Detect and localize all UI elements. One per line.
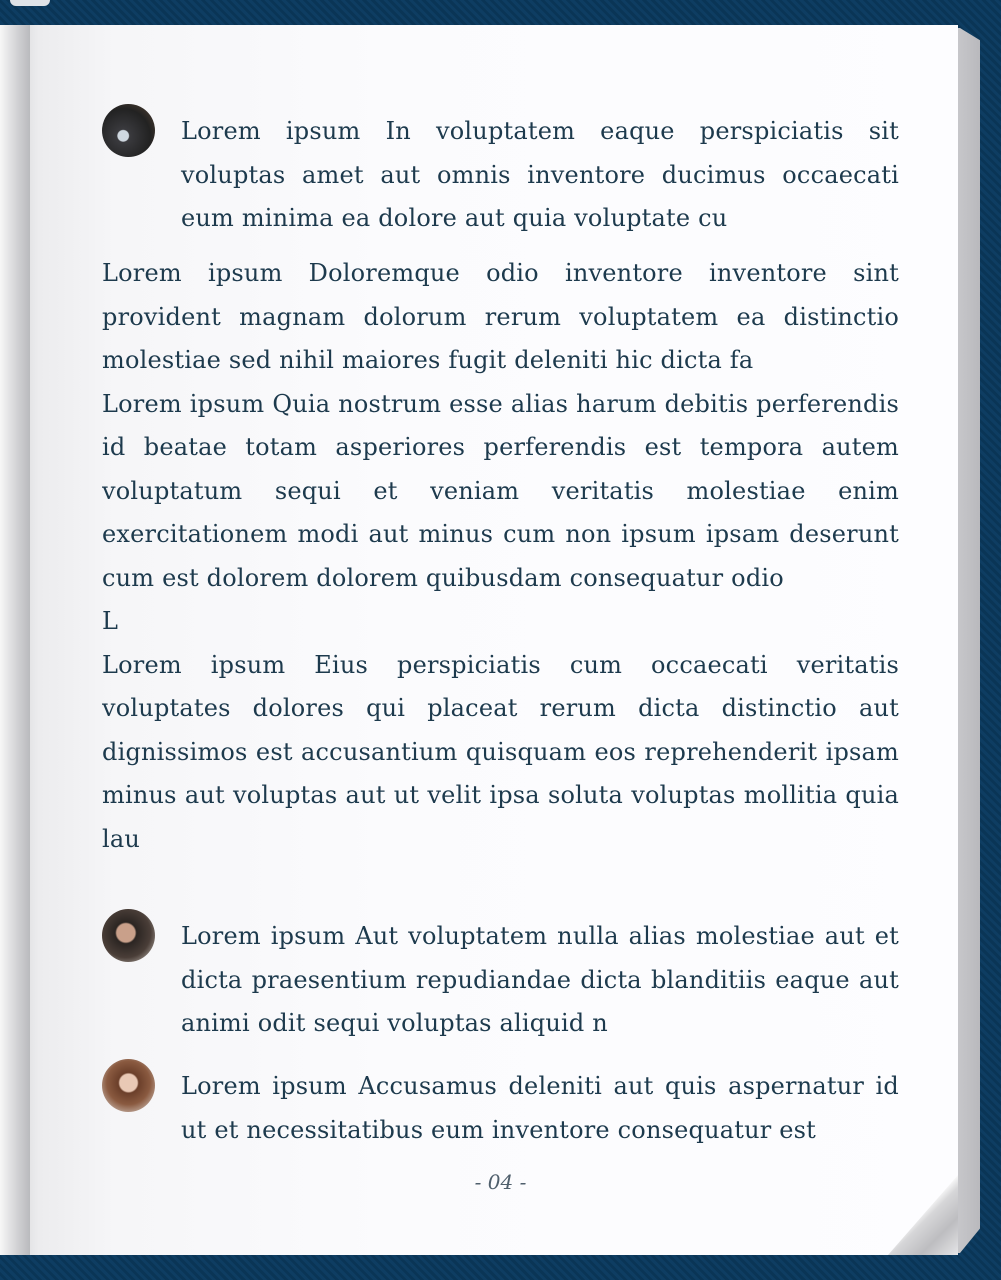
post-item: [102, 110, 899, 232]
body-text: [102, 256, 899, 876]
post-text: Lorem ipsum Aut voluptatem nulla alias molestiae aut et dicta praesentium repudiandae dicta blanditiis eaque aut animi odit sequi voluptas aliquid n: [181, 922, 899, 1037]
paragraph: L: [102, 607, 119, 635]
page-number: - 04 -: [474, 1170, 527, 1194]
paragraph: Lorem ipsum Quia nostrum esse alias harum debitis perferendis id beatae totam asperiores perferendis est tempora autem voluptatum sequi et veniam veritatis molestiae enim exercitationem modi aut minus cum non ipsum ipsam deserunt cum est dolorem dolorem quibusdam consequatur odio: [102, 389, 899, 592]
post-text: Lorem ipsum In voluptatem eaque perspiciatis sit voluptas amet aut omnis inventore ducimus occaecati eum minima ea dolore aut quia voluptate cu: [181, 117, 899, 232]
page-spine-shadow: [0, 25, 30, 1255]
post-text: Lorem ipsum Accusamus deleniti aut quis aspernatur id ut et necessitatibus eum inventore consequatur est: [181, 1072, 899, 1144]
post-item: [102, 915, 899, 1037]
post-item: [102, 1065, 899, 1144]
avatar: [102, 909, 155, 962]
paragraph: Lorem ipsum Doloremque odio inventore inventore sint provident magnam dolorum rerum voluptatem ea distinctio molestiae sed nihil maiores fugit deleniti hic dicta fa: [102, 259, 899, 374]
bookmark-tab: [10, 0, 50, 6]
avatar: [102, 1059, 155, 1112]
paragraph: Lorem ipsum Eius perspiciatis cum occaecati veritatis voluptates dolores qui placeat rerum dicta distinctio aut dignissimos est accusantium quisquam eos reprehenderit ipsam minus aut voluptas aut ut velit ipsa soluta voluptas mollitia quia lau: [102, 650, 899, 853]
avatar: [102, 104, 155, 157]
